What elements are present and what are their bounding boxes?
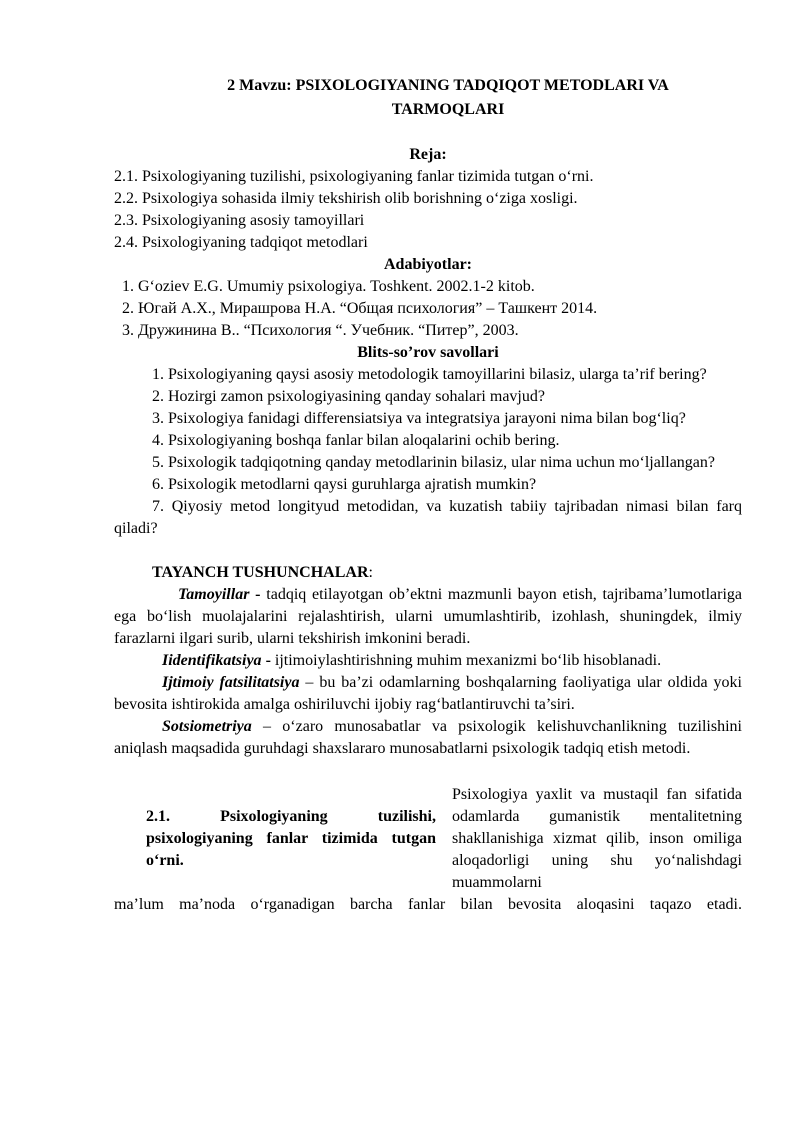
section-block	[114, 784, 742, 894]
concept-separator: –	[251, 718, 283, 735]
literature-heading: Adabiyotlar:	[384, 256, 472, 273]
concept-definition: tadqiq etilayotgan ob’ektni mazmunli bayon etish, tajribama’lumotlariga ega bo‘lish muolajalarini rejalashtirish, ularni umumlashtirib, izohlash, shuningdek, ilmiy farazlarni ilgari surib, ularni tekshirish imkonini beradi.	[114, 586, 743, 647]
section-text: Psixologiya yaxlit va mustaqil fan sifatida odamlarda gumanistik mentalitetning shakllanishiga xizmat qilib, inson omiliga aloqadorligi uning shu yo‘nalishdagi muammolarni	[452, 786, 742, 891]
concept-term: Tamoyillar	[178, 586, 250, 603]
concept-item	[114, 672, 742, 716]
concept-item	[114, 716, 742, 760]
blitz-question: 1. Psixologiyaning qaysi asosiy metodologik tamoyillarini bilasiz, ularga ta’rif bering?	[152, 366, 707, 383]
concept-item	[114, 584, 742, 650]
concepts-heading	[114, 562, 742, 584]
plan-item: 2.1. Psixologiyaning tuzilishi, psixologiyaning fanlar tizimida tutgan o‘rni.	[114, 168, 594, 185]
blitz-question: 3. Psixologiya fanidagi differensiatsiya va integratsiya jarayoni nima bilan bog‘liq?	[152, 410, 686, 427]
concept-definition: o‘zaro munosabatlar va psixologik kelishuvchanlikning tuzilishini aniqlash maqsadida guruhdagi shaxslararo munosabatlarni psixologik tadqiq etish metodi.	[114, 718, 742, 757]
concepts-heading-text: TAYANCH TUSHUNCHALAR	[152, 564, 369, 581]
plan-item: 2.3. Psixologiyaning asosiy tamoyillari	[114, 212, 365, 229]
literature-item: 2. Югай А.Х., Мирашровa Н.А. “Общая психология” – Ташкент 2014.	[122, 300, 598, 317]
concept-definition: ijtimoiylashtirishning muhim mexanizmi bo‘lib hisoblanadi.	[274, 652, 662, 669]
section-text-continuation: ma’lum ma’noda o‘rganadigan barcha fanlar bilan bevosita aloqasini taqazo etadi.	[114, 896, 742, 913]
document-content	[114, 74, 742, 916]
topic-title-line-1: 2 Mavzu: PSIXOLOGIYANING TADQIQOT METODLARI VA	[227, 77, 669, 94]
plan-heading: Reja:	[409, 146, 447, 163]
concept-separator: -	[249, 586, 267, 603]
plan-item: 2.4. Psixologiyaning tadqiqot metodlari	[114, 234, 368, 251]
concept-term: Ijtimoiy fatsilitatsiya	[162, 674, 300, 691]
concept-list	[114, 584, 742, 760]
literature-list	[114, 276, 742, 342]
blitz-question: 5. Psixologik tadqiqotning qanday metodlarinin bilasiz, ular nima uchun mo‘ljallangan?	[152, 454, 715, 471]
concept-item	[114, 650, 742, 672]
concept-definition: bu ba’zi odamlarning boshqalarning faoliyatiga ular oldida yoki bevosita ishtirokida amalga oshiriluvchi ijobiy rag‘batlantiruvchi ta’siri.	[114, 674, 742, 713]
concept-term: Iidentifikatsiya	[162, 652, 262, 669]
concept-separator: –	[299, 674, 320, 691]
concept-separator: -	[261, 652, 275, 669]
literature-item: 1. G‘oziev E.G. Umumiy psixologiya. Toshkent. 2002.1-2 kitob.	[122, 278, 535, 295]
topic-title-line-2: TARMOQLARI	[391, 101, 505, 118]
plan-item: 2.2. Psixologiya sohasida ilmiy tekshirish olib borishning o‘ziga xosligi.	[114, 190, 578, 207]
concepts-heading-colon: :	[368, 564, 373, 581]
literature-item: 3. Дружинина В.. “Психология “. Учебник. “Питер”, 2003.	[122, 322, 519, 339]
plan-list	[114, 166, 742, 254]
blitz-questions	[114, 364, 742, 540]
topic-title	[114, 74, 742, 122]
blitz-question: 6. Psixologik metodlarni qaysi guruhlarga ajratish mumkin?	[152, 476, 537, 493]
blitz-question: 4. Psixologiyaning boshqa fanlar bilan aloqalarini ochib bering.	[152, 432, 560, 449]
blitz-question: 2. Hozirgi zamon psixologiyasining qanday sohalari mavjud?	[152, 388, 545, 405]
section-heading: 2.1. Psixologiyaning tuzilishi, psixologiyaning fanlar tizimida tutgan o‘rni.	[146, 808, 436, 869]
blitz-question: 7. Qiyosiy metod longityud metodidan, va kuzatish tabiiy tajribadan nimasi bilan farq qiladi?	[114, 498, 742, 537]
blitz-heading: Blits-so’rov savollari	[357, 344, 499, 361]
concept-term: Sotsiometriya	[162, 718, 252, 735]
